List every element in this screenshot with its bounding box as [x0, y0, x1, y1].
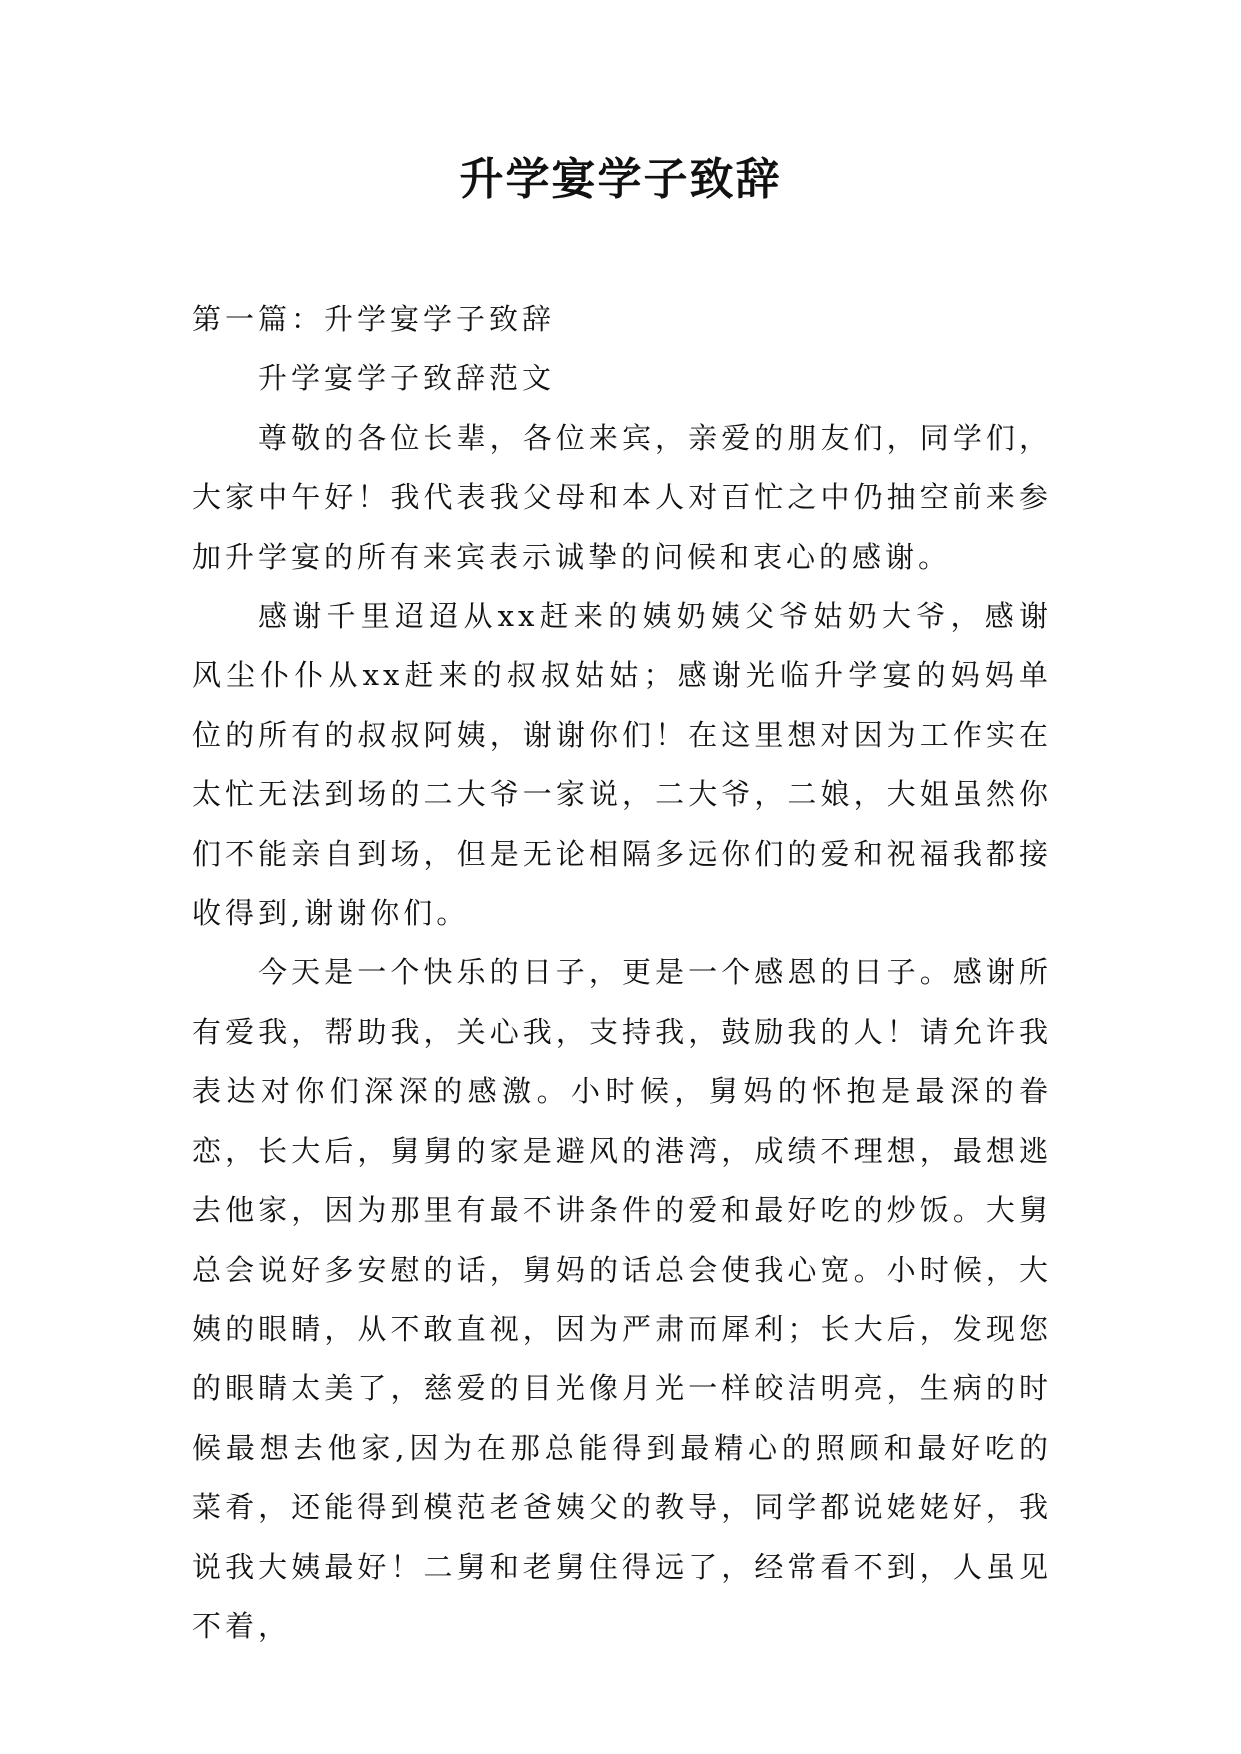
document-subtitle: 升学宴学子致辞范文 — [258, 361, 556, 396]
section-heading: 第一篇：升学宴学子致辞 — [192, 302, 556, 336]
document-body — [192, 290, 1052, 1656]
paragraph-thanks-relatives: 感谢千里迢迢从xx赶来的姨奶姨父爷姑奶大爷，感谢风尘仆仆从xx赶来的叔叔姑姑；感谢光临升学宴的妈妈单位的所有的叔叔阿姨，谢谢你们！在这里想对因为工作实在太忙无法到场的二大爷一家说，二大爷，二娘，大姐虽然你们不能亲自到场，但是无论相隔多远你们的爱和祝福我都接收得到,谢谢你们。 — [192, 599, 1052, 931]
paragraph-gratitude: 今天是一个快乐的日子，更是一个感恩的日子。感谢所有爱我，帮助我，关心我，支持我，鼓励我的人！请允许我表达对你们深深的感激。小时候，舅妈的怀抱是最深的眷恋，长大后，舅舅的家是避风的港湾，成绩不理想，最想逃去他家，因为那里有最不讲条件的爱和最好吃的炒饭。大舅总会说好多安慰的话，舅妈的话总会使我心宽。小时候，大姨的眼睛，从不敢直视，因为严肃而犀利；长大后，发现您的眼睛太美了，慈爱的目光像月光一样皎洁明亮，生病的时候最想去他家,因为在那总能得到最精心的照顾和最好吃的菜肴，还能得到模范老爸姨父的教导，同学都说姥姥好，我说我大姨最好！二舅和老舅住得远了，经常看不到，人虽见不着， — [192, 955, 1052, 1643]
paragraph-greeting: 尊敬的各位长辈，各位来宾，亲爱的朋友们，同学们，大家中午好！我代表我父母和本人对百忙之中仍抽空前来参加升学宴的所有来宾表示诚挚的问候和衷心的感谢。 — [192, 420, 1052, 574]
document-title: 升学宴学子致辞 — [459, 154, 782, 205]
